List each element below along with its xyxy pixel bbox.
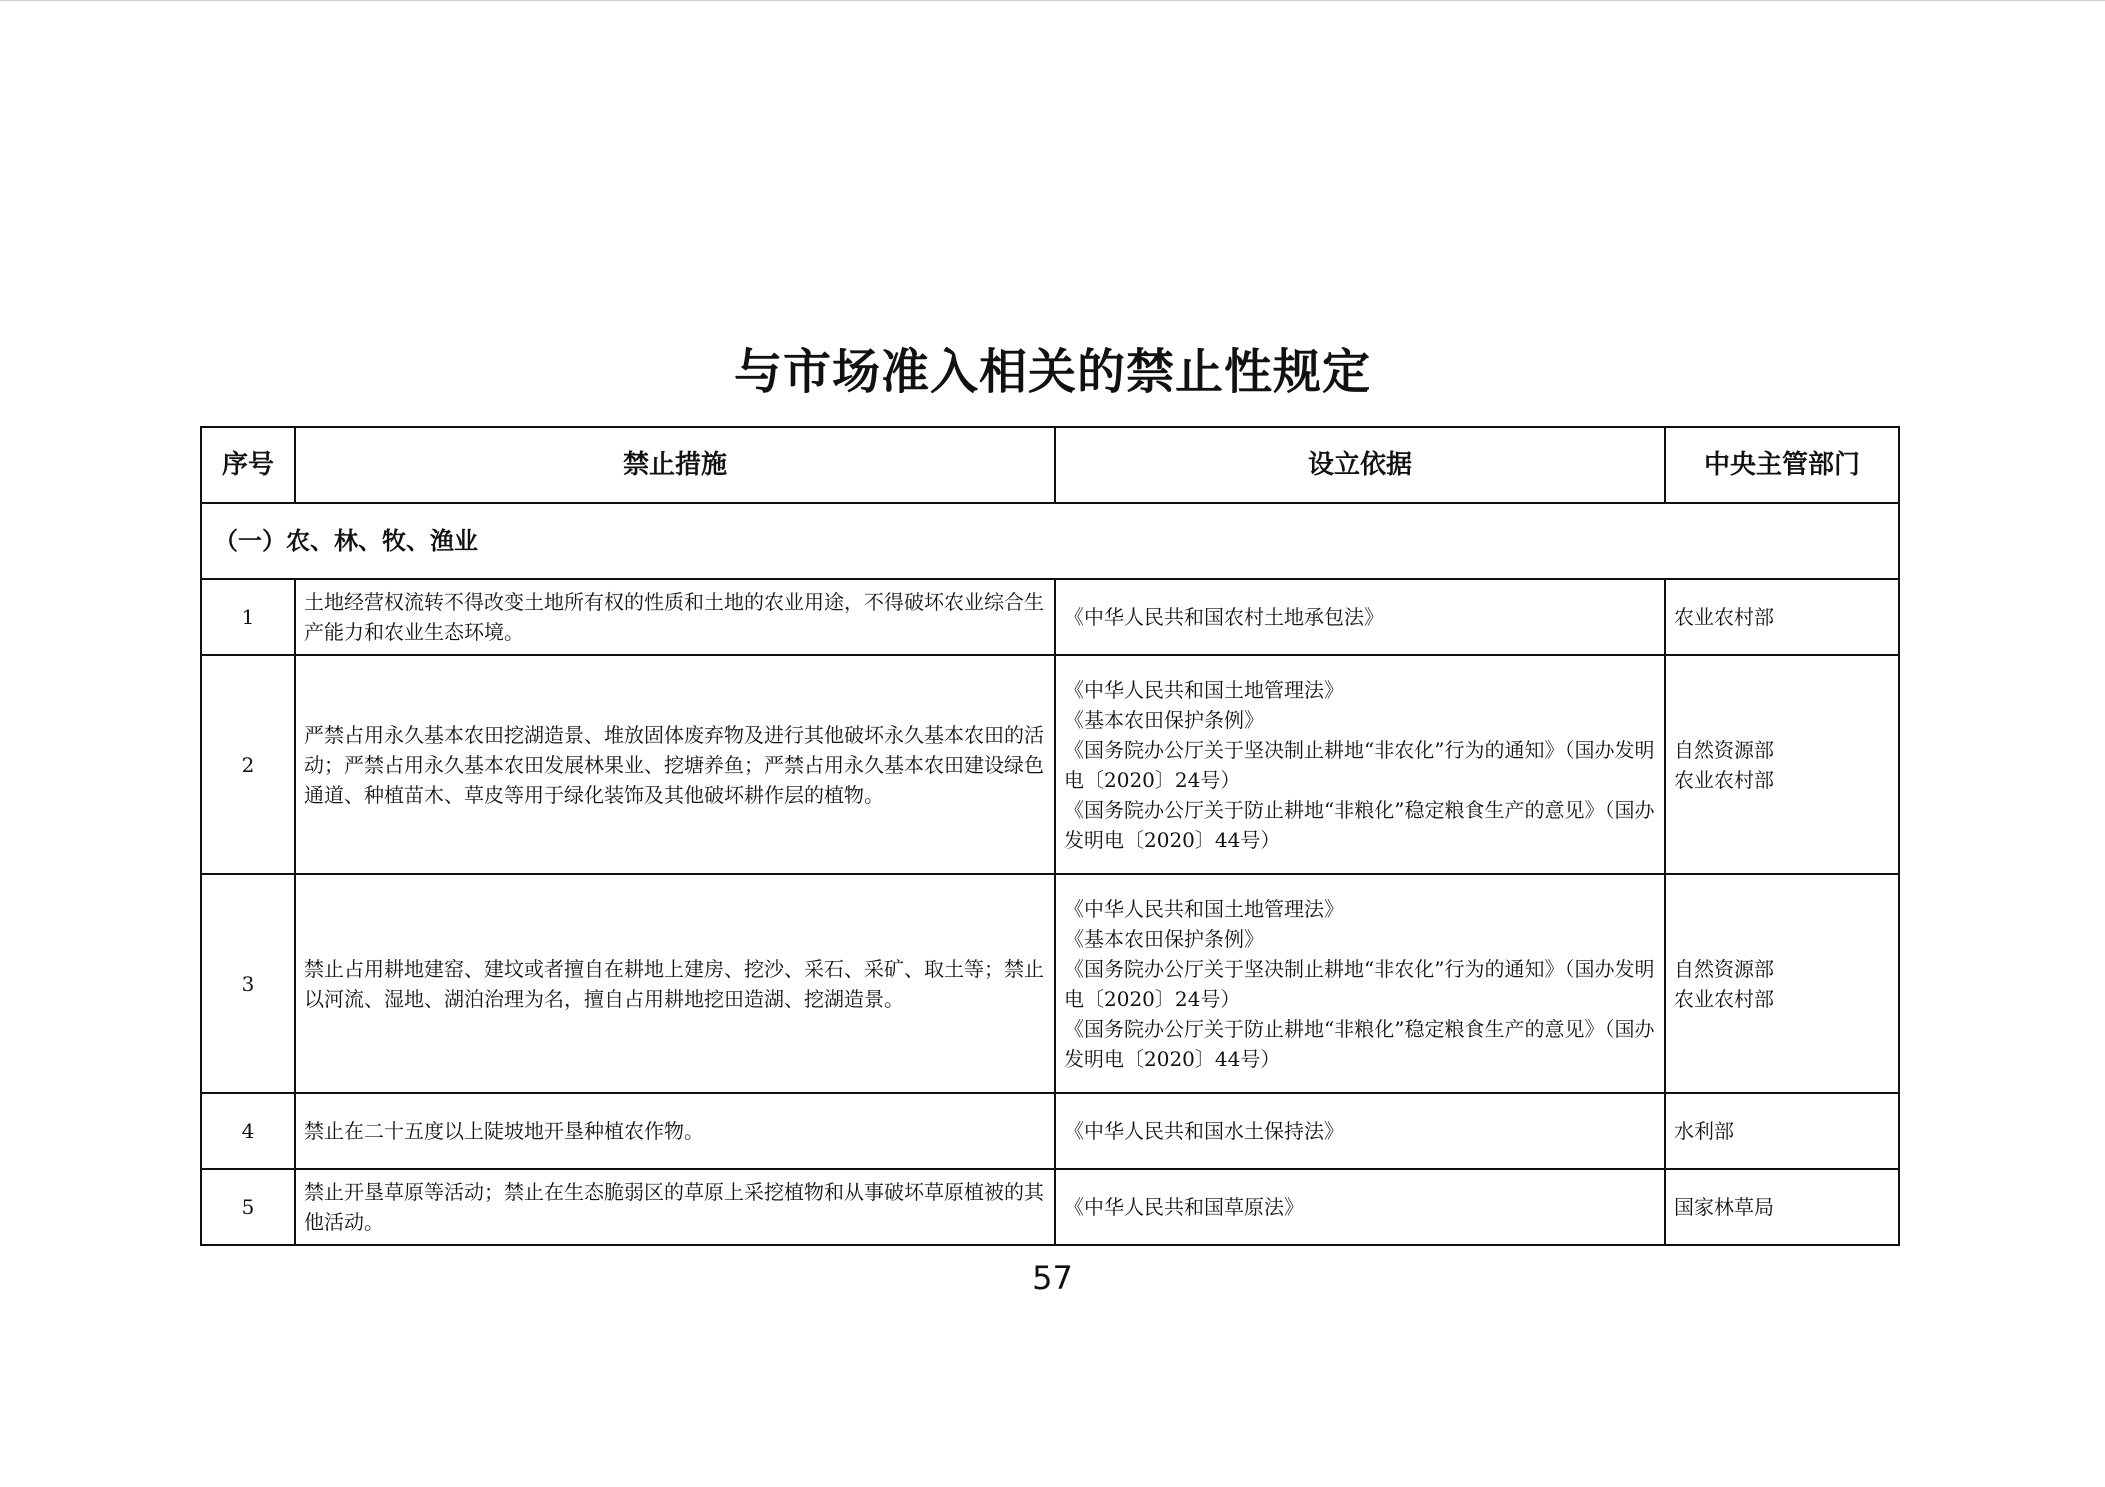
row-seq: 3 (201, 874, 295, 1093)
table-row (201, 1093, 1899, 1169)
row-measure: 禁止在二十五度以上陡坡地开垦种植农作物。 (295, 1093, 1055, 1169)
dept-item: 水利部 (1674, 1119, 1734, 1143)
basis-item: 《中华人民共和国土地管理法》 (1064, 896, 1344, 921)
row-measure: 土地经营权流转不得改变土地所有权的性质和土地的农业用途，不得破坏农业综合生产能力和农业生态环境。 (295, 579, 1055, 655)
row-seq: 1 (201, 579, 295, 655)
header-basis: 设立依据 (1055, 427, 1665, 503)
table-row (201, 1169, 1899, 1245)
row-dept (1665, 1169, 1899, 1245)
table-row (201, 874, 1899, 1093)
row-seq: 5 (201, 1169, 295, 1245)
section-title: （一）农、林、牧、渔业 (201, 503, 1899, 579)
dept-item: 农业农村部 (1674, 605, 1774, 629)
row-measure: 严禁占用永久基本农田挖湖造景、堆放固体废弃物及进行其他破坏永久基本农田的活动；严禁占用永久基本农田发展林果业、挖塘养鱼；严禁占用永久基本农田建设绿色通道、种植苗木、草皮等用于绿化装饰及其他破坏耕作层的植物。 (295, 655, 1055, 874)
basis-item: 《基本农田保护条例》 (1064, 707, 1264, 732)
header-measure: 禁止措施 (295, 427, 1055, 503)
prohibition-table (200, 426, 1900, 1246)
dept-item: 农业农村部 (1674, 986, 1774, 1011)
row-dept (1665, 579, 1899, 655)
row-measure: 禁止开垦草原等活动；禁止在生态脆弱区的草原上采挖植物和从事破坏草原植被的其他活动。 (295, 1169, 1055, 1245)
row-basis (1055, 874, 1665, 1093)
basis-item: 《国务院办公厅关于坚决制止耕地“非农化”行为的通知》（国办发明电〔2020〕24号） (1064, 956, 1655, 1011)
row-basis (1055, 1093, 1665, 1169)
dept-item: 国家林草局 (1674, 1195, 1774, 1219)
basis-item: 《中华人民共和国草原法》 (1064, 1195, 1304, 1219)
dept-item: 自然资源部 (1674, 737, 1774, 762)
header-seq: 序号 (201, 427, 295, 503)
basis-item: 《中华人民共和国土地管理法》 (1064, 677, 1344, 702)
row-dept (1665, 1093, 1899, 1169)
row-basis (1055, 579, 1665, 655)
page-number: 57 (1032, 1259, 1073, 1297)
basis-item: 《国务院办公厅关于坚决制止耕地“非农化”行为的通知》（国办发明电〔2020〕24号） (1064, 737, 1655, 792)
top-rule (0, 0, 2105, 1)
table-header-row (201, 427, 1899, 503)
table-row (201, 579, 1899, 655)
dept-item: 自然资源部 (1674, 956, 1774, 981)
header-dept: 中央主管部门 (1665, 427, 1899, 503)
basis-item: 《基本农田保护条例》 (1064, 926, 1264, 951)
basis-item: 《中华人民共和国水土保持法》 (1064, 1119, 1344, 1143)
row-seq: 2 (201, 655, 295, 874)
row-measure: 禁止占用耕地建窑、建坟或者擅自在耕地上建房、挖沙、采石、采矿、取土等；禁止以河流、湿地、湖泊治理为名，擅自占用耕地挖田造湖、挖湖造景。 (295, 874, 1055, 1093)
row-basis (1055, 1169, 1665, 1245)
row-basis (1055, 655, 1665, 874)
row-dept (1665, 874, 1899, 1093)
basis-item: 《国务院办公厅关于防止耕地“非粮化”稳定粮食生产的意见》（国办发明电〔2020〕44号） (1064, 797, 1655, 852)
row-seq: 4 (201, 1093, 295, 1169)
document-title: 与市场准入相关的禁止性规定 (733, 344, 1371, 400)
section-row (201, 503, 1899, 579)
table-row (201, 655, 1899, 874)
row-dept (1665, 655, 1899, 874)
dept-item: 农业农村部 (1674, 767, 1774, 792)
basis-item: 《中华人民共和国农村土地承包法》 (1064, 605, 1384, 629)
basis-item: 《国务院办公厅关于防止耕地“非粮化”稳定粮食生产的意见》（国办发明电〔2020〕44号） (1064, 1016, 1655, 1071)
